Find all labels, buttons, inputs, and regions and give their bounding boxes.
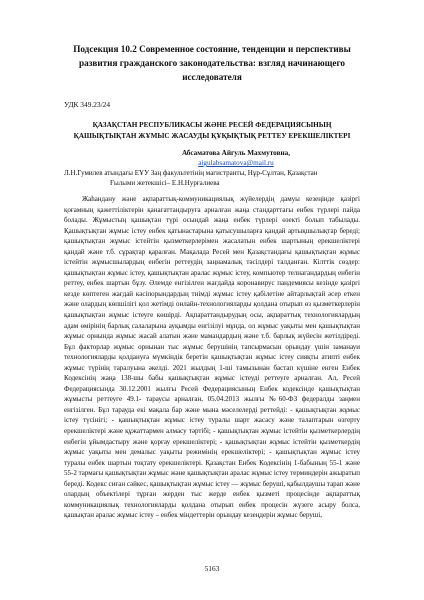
body-paragraph: Жаһандану және ақпараттық-коммуникациялық жүйелердің дамуы кезеңінде қазіргі қоғамның қажеттіліктерін қанағаттандыруға арналған жаңа стандарттағы енбек түрлері пайда болады. Жұмыстың қашықтан түрі осындай жаңа енбек түрлері өзекті болып табылады. Қашықтықтан жұмыс істеу енбек қатынастарына қатысушыларға қандай артықшылықтар береді; қашықтықтан жұмыс істейтін қызметкерлерімен жасалатын енбек шартының ерекшеліктері қандай және т.б. сұрақтар қаралған. Мақалада Ресей мен Қазақстандағы қашықтықтан жұмыс істейтін жұмысшылардың енбегін реттеудің заңнамалық тәсілдері талданған. Кілттік сөздер: қашықтықтан жұмыс істеу, қашықтықтан аралас жұмыс істеу, компьютер телнагандардың енбегін реттеу, енбек шартын бұзу. Әлемде енгізілген жағдайда коронавирус пандемиясы кезінде қазіргі кезде көптеген жағдай кәсіпорындардың тиімді жұмыс істеу қабілетіне айтарлықтай әсер еткен және олардың көпшілігі қол жетімді онлайн-технологияларды қолдана отырып өз қызметкерлерін қашықтықтан жұмыс істеуге көшірді. Ақпараттандырудың осы, ақпараттық технологиялардың адам өмірінің барлық салаларына ауқымды енгізілуі мұнда, ол жұмыс уақыты мен қашықтықтан жұмыс орнында жұмыс жасай алатын және мамандардың және т.б. барлық жүйесін жетілдіреді. Бұл факторлар жұмыс орнынан тыс жұмыс берушінің тапсырмасын орындау үшін заманауи технологияларды қолдануға мүмкіндік беретін қашықтықтан жұмыс істеу сияқты атипті енбек жұмыс түрінің таралуына әкелді. 2021 жылдың 1-ші тамызынан бастап күшіне енген Енбек Кодексінің жаңа 138-шы бабы қашықтықтан жұмыс істеуді реттеуге арналған. Ал, Ресей Федерациясында 30.12.2001 жылғы Ресей Федерациясының Енбек кодексінде қашықтықтан жұмысты реттеуге 49.1- тараусы арналған, 05.04.2013 жылғы №60-ФЗ федералды заңмен енгізілген. Бұл тарауда екі мақала бар және мына мәселелерді реттейді: - қашықтықтан жұмыс істеу түсінігі; - қашықтықтан жұмыс істеу туралы шарт жасасу және талаптарын өзгерту ерекшеліктері және құжаттармен алмасу тәртібі; - қашықтықтан жұмыс істейтін қызметкерлердің енбегін ұйымдастыру және қорғау ерекшеліктері; - қашықтықтан жұмыс істейтін қызметкердің жұмыс уақыты мен демалыс уақыты режимінің ерекшеліктері; - қашықтықтан жұмыс істеу туралы енбек шартын тоқтату ерекшеліктері. Қазақстан Енбек Кодексінің 1-бабының 55-1 және 55-2 тармағы қашықтықтан жұмыс және қашықтықтан аралас жұмыс істеу терминдерін ажыратып береді. Кодекс сиған сәйкес, қашықтықтан жұмыс істеу — жұмыс беруші, қабылдаушы тарап және олардың объектілері тұрған жерден тыс жерде енбек қызметі процесінде ақпараттық коммуникациялық технологияларды қолдана отырып енбек процесін жүзеге асыру болса, қашықтан аралас жұмыс істеу – енбек міндеттерін орындау кезеңдерін жұмыс беруші, [64,195,360,520]
author-email-link[interactable]: aigulabsamatova@mail.ru [198,159,274,167]
affiliation-line: Л.Н.Гумилев атындағы ЕҰУ Заң факультетінің магистранты, Нұр-Сұлтан, Қазақстан [64,169,318,177]
paper-title: ҚАЗАҚСТАН РЕСПУБЛИКАСЫ ЖӘНЕ РЕСЕЙ ФЕДЕРАЦИЯСЫНЫҢ ҚАШЫҚТЫҚТАН ЖҰМЫС ЖАСАУДЫ ҚҰҚЫҚТЫҚ РЕТТЕУ ЕРЕКШЕЛІКТЕРІ [73,121,351,140]
supervisor-line: Ғылыми жетекшісі– Е.Н.Нурғалиева [110,179,220,187]
udk-code: УДК 349.23/24 [64,100,111,109]
author-name: Абсаматова Айгуль Махмутовна, [181,149,291,157]
author-block [116,148,356,168]
section-heading: Подсекция 10.2 Современное состояние, тенденции и перспективы развития гражданского законодательства: взгляд начинающего исследователя [73,44,351,82]
page-number: 5163 [204,564,220,573]
affiliation [64,168,360,188]
